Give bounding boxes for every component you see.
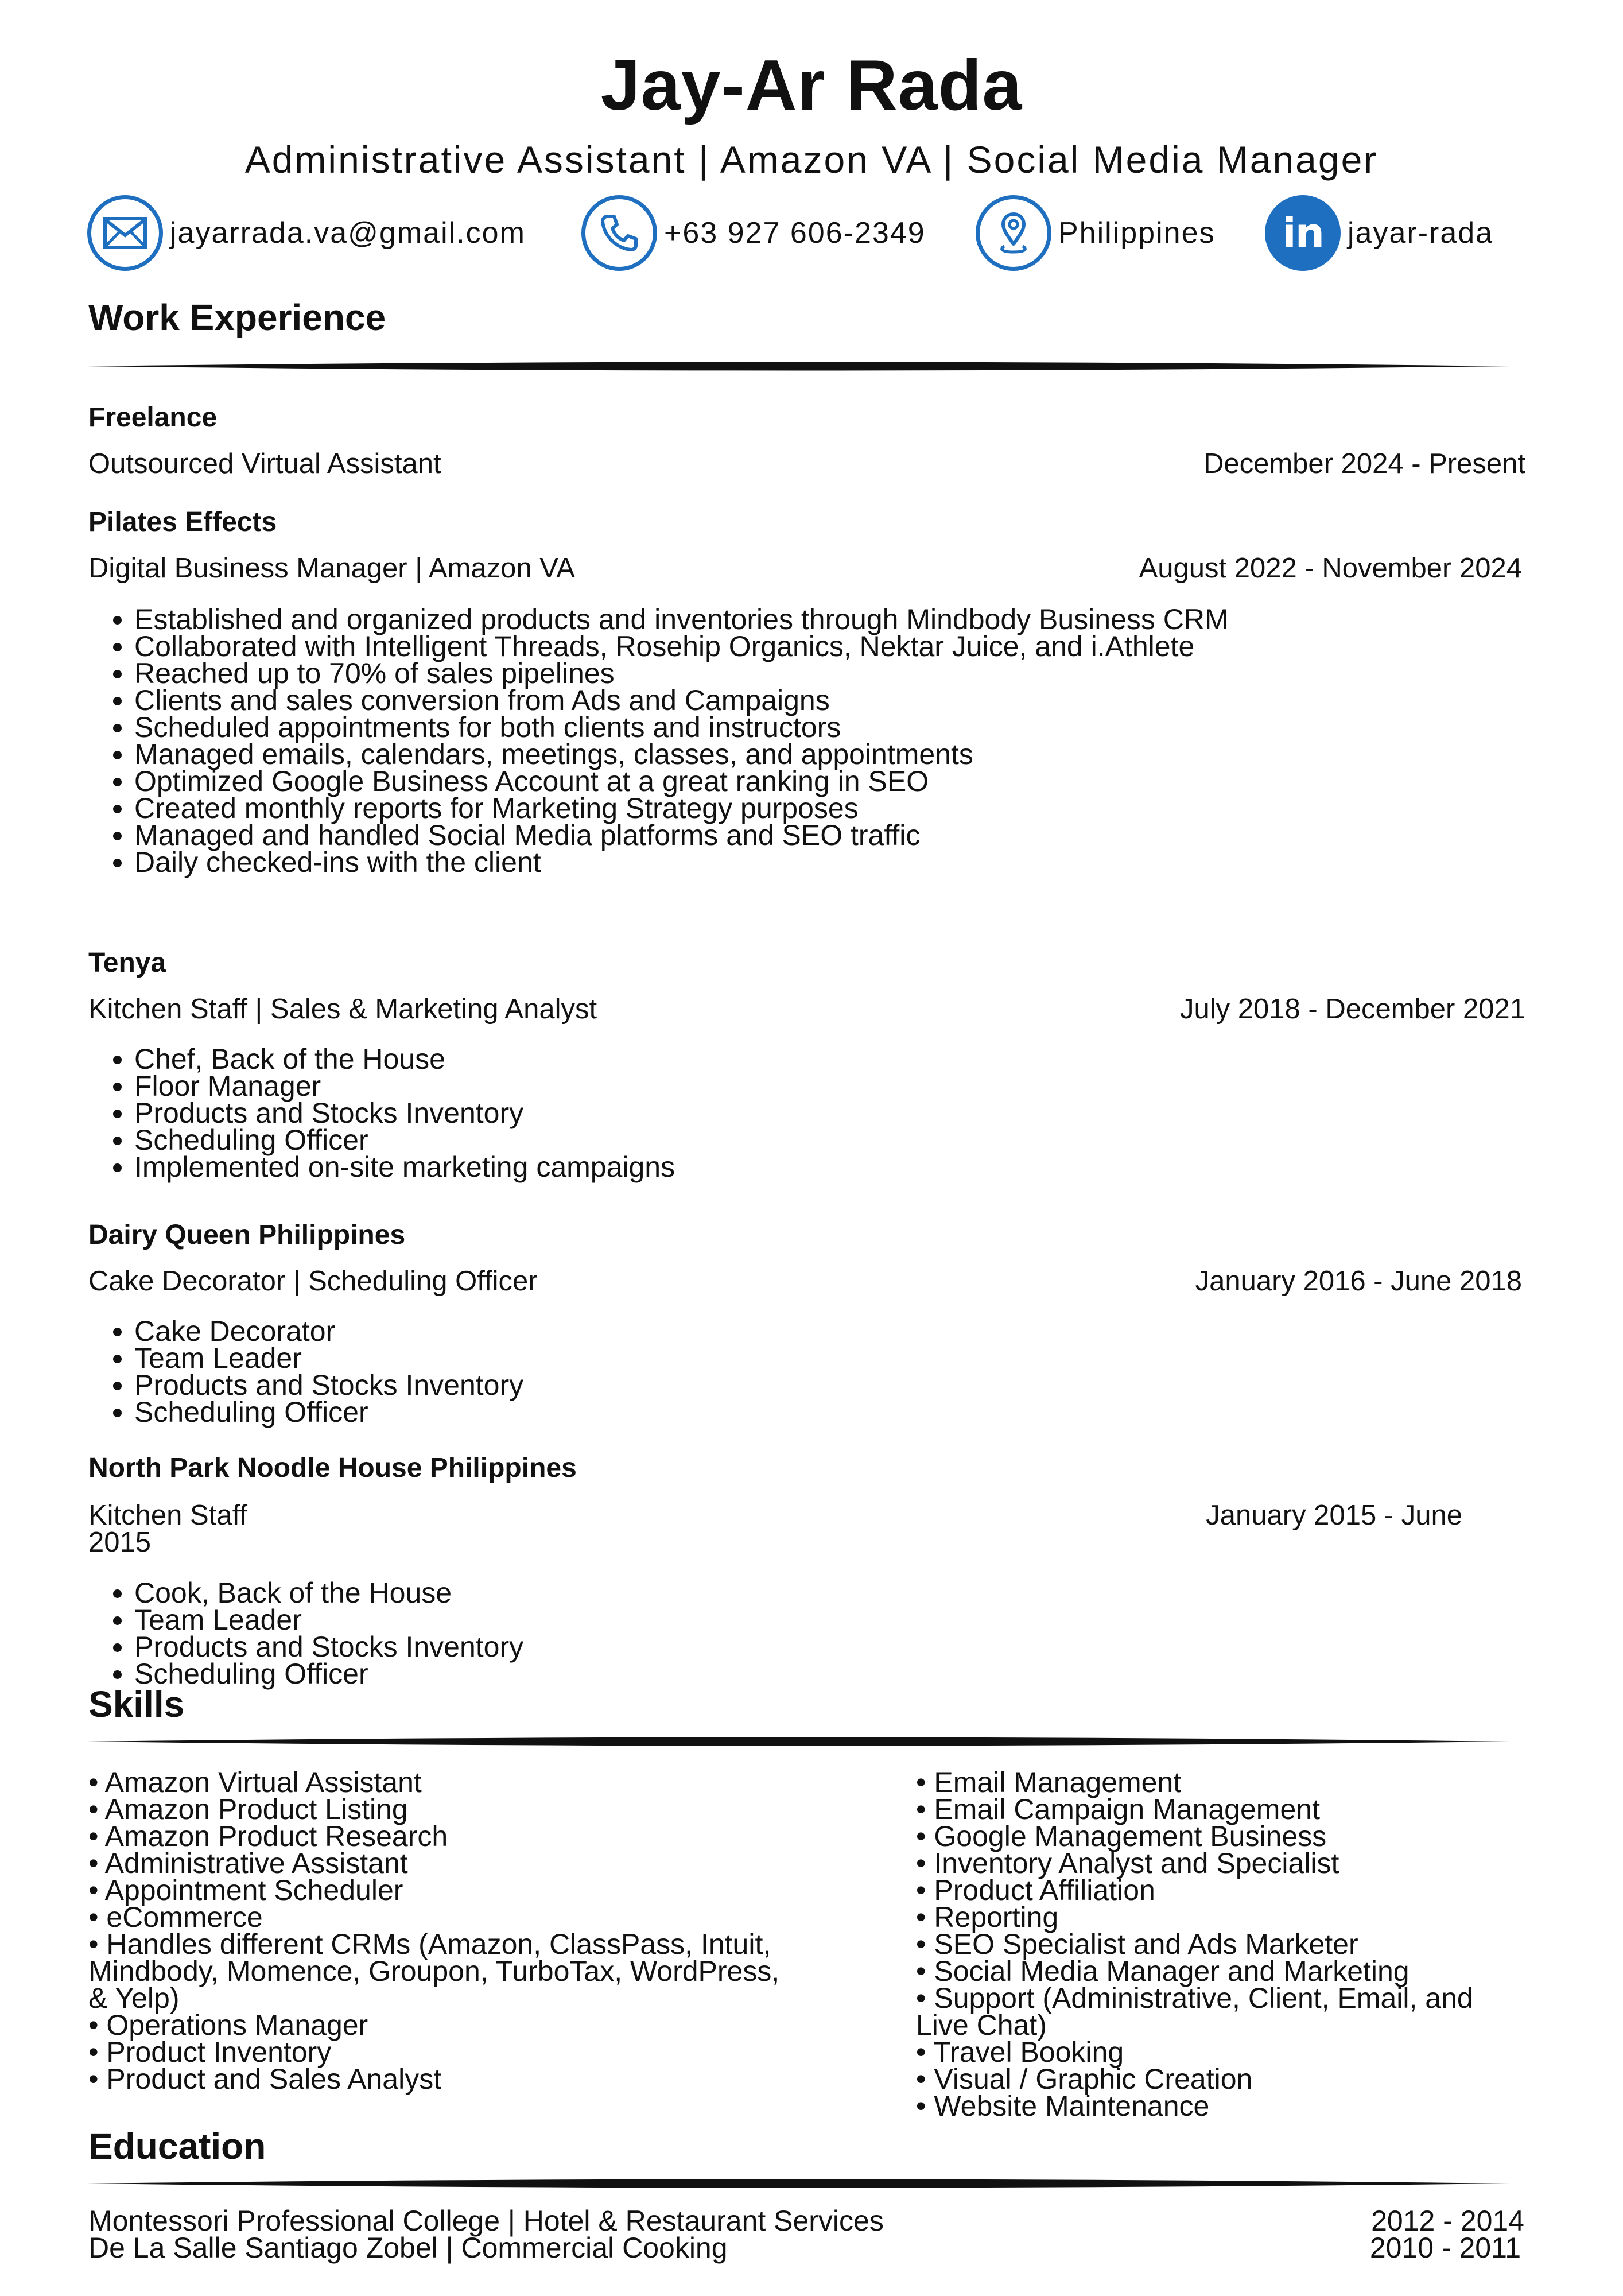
contact-email xyxy=(87,193,526,273)
list-item: • Created monthly reports for Marketing Strategy purposes xyxy=(134,795,1229,822)
job-date: January 2015 - June xyxy=(1206,1500,1462,1531)
education-years: 2010 - 2011 xyxy=(1369,2232,1521,2264)
list-item: • Established and organized products and inventories through Mindbody Business CRM xyxy=(134,606,1229,633)
skills-left-column xyxy=(88,1766,780,2095)
resume-subtitle: Administrative Assistant | Amazon VA | Social Media Manager xyxy=(244,138,1379,181)
list-item: • Travel Booking xyxy=(916,2036,1124,2068)
list-item: • Operations Manager xyxy=(88,2009,368,2041)
job-bullets xyxy=(88,1577,524,1690)
resume-name: Jay-Ar Rada xyxy=(600,46,1023,125)
list-item: • Team Leader xyxy=(134,1345,523,1372)
list-item: • Scheduled appointments for both clients and instructors xyxy=(134,714,1229,741)
list-item: • Products and Stocks Inventory xyxy=(134,1634,523,1661)
contact-email-text[interactable]: jayarrada.va@gmail.com xyxy=(170,216,526,250)
list-item: • Administrative Assistant xyxy=(88,1847,408,1879)
contact-linkedin-text[interactable]: jayar-rada xyxy=(1348,216,1494,250)
job-role: Outsourced Virtual Assistant xyxy=(88,448,441,479)
contact-linkedin xyxy=(1265,193,1493,273)
section-title-skills: Skills xyxy=(88,1684,185,1725)
contact-phone xyxy=(581,193,926,273)
list-item: • Cake Decorator xyxy=(134,1318,523,1345)
list-item: • SEO Specialist and Ads Marketer xyxy=(916,1928,1358,1960)
list-item: • Cook, Back of the House xyxy=(134,1580,523,1607)
list-item: • Reporting xyxy=(916,1901,1059,1933)
contact-phone-text[interactable]: +63 927 606-2349 xyxy=(664,216,926,250)
list-item: • Clients and sales conversion from Ads and Campaigns xyxy=(134,687,1229,714)
list-item: • Social Media Manager and Marketing xyxy=(916,1955,1410,1987)
education-years: 2012 - 2014 xyxy=(1371,2205,1524,2237)
list-item: • Product Inventory xyxy=(88,2036,332,2068)
job-role: Digital Business Manager | Amazon VA xyxy=(88,553,575,584)
list-item: • Products and Stocks Inventory xyxy=(134,1100,675,1127)
list-item: • Google Management Business xyxy=(916,1820,1327,1852)
section-divider xyxy=(86,2172,1509,2195)
contact-location-text: Philippines xyxy=(1058,216,1216,250)
list-item: • Email Management xyxy=(916,1766,1182,1798)
list-item: • Managed emails, calendars, meetings, classes, and appointments xyxy=(134,741,1229,768)
education-school: De La Salle Santiago Zobel | Commercial Cooking xyxy=(88,2232,728,2264)
section-divider xyxy=(86,355,1509,378)
list-item: • Visual / Graphic Creation xyxy=(916,2063,1253,2095)
job-company: Tenya xyxy=(88,948,166,978)
job-role: Kitchen Staff xyxy=(88,1500,247,1531)
list-item: • Amazon Product Listing xyxy=(88,1793,408,1825)
section-title-work: Work Experience xyxy=(88,297,386,338)
list-item: • Optimized Google Business Account at a great ranking in SEO xyxy=(134,768,1229,795)
list-item: • Product and Sales Analyst xyxy=(88,2063,442,2095)
job-company: North Park Noodle House Philippines xyxy=(88,1453,577,1483)
job-date: January 2016 - June 2018 xyxy=(1195,1266,1522,1297)
job-company: Dairy Queen Philippines xyxy=(88,1220,406,1250)
section-divider xyxy=(86,1730,1509,1753)
list-item: • Daily checked-ins with the client xyxy=(134,849,1229,876)
list-item: • Scheduling Officer xyxy=(134,1399,523,1426)
section-title-education: Education xyxy=(88,2126,266,2167)
location-pin-icon xyxy=(976,195,1051,271)
list-item: • Scheduling Officer xyxy=(134,1127,675,1154)
envelope-icon xyxy=(87,195,163,271)
list-item: • Email Campaign Management xyxy=(916,1793,1320,1825)
list-item: • Support (Administrative, Client, Email, and xyxy=(916,1982,1473,2014)
linkedin-icon: in xyxy=(1265,195,1341,271)
education-school: Montessori Professional College | Hotel & Restaurant Services xyxy=(88,2205,884,2237)
list-item: • Amazon Virtual Assistant xyxy=(88,1766,422,1798)
job-date-wrap: 2015 xyxy=(88,1527,152,1558)
list-item: • Chef, Back of the House xyxy=(134,1046,675,1073)
job-bullets xyxy=(88,1043,675,1183)
phone-icon xyxy=(581,195,657,271)
job-date: December 2024 - Present xyxy=(1203,448,1525,479)
list-item: • eCommerce xyxy=(88,1901,263,1933)
job-role: Kitchen Staff | Sales & Marketing Analyst xyxy=(88,994,597,1025)
job-bullets xyxy=(88,603,1229,878)
list-item: • Scheduling Officer xyxy=(134,1661,523,1688)
job-date: July 2018 - December 2021 xyxy=(1180,994,1525,1025)
list-item: • Reached up to 70% of sales pipelines xyxy=(134,660,1229,687)
list-item: • Collaborated with Intelligent Threads, Rosehip Organics, Nektar Juice, and i.Athlete xyxy=(134,633,1229,660)
list-item: & Yelp) xyxy=(88,1982,180,2014)
job-company: Freelance xyxy=(88,402,218,433)
list-item: Live Chat) xyxy=(916,2009,1047,2041)
list-item: • Team Leader xyxy=(134,1607,523,1634)
job-date: August 2022 - November 2024 xyxy=(1139,553,1522,584)
job-company: Pilates Effects xyxy=(88,507,277,537)
contact-location xyxy=(976,193,1216,273)
list-item: Mindbody, Momence, Groupon, TurboTax, WordPress, xyxy=(88,1955,780,1987)
list-item: • Handles different CRMs (Amazon, ClassPass, Intuit, xyxy=(88,1928,771,1960)
list-item: • Implemented on-site marketing campaigns xyxy=(134,1154,675,1181)
skills-right-column xyxy=(916,1766,1473,2122)
list-item: • Managed and handled Social Media platforms and SEO traffic xyxy=(134,822,1229,849)
list-item: • Products and Stocks Inventory xyxy=(134,1372,523,1399)
job-bullets xyxy=(88,1315,524,1428)
list-item: • Floor Manager xyxy=(134,1073,675,1100)
list-item: • Appointment Scheduler xyxy=(88,1874,403,1906)
list-item: • Amazon Product Research xyxy=(88,1820,448,1852)
list-item: • Inventory Analyst and Specialist xyxy=(916,1847,1339,1879)
list-item: • Website Maintenance xyxy=(916,2090,1210,2122)
job-role: Cake Decorator | Scheduling Officer xyxy=(88,1266,538,1297)
list-item: • Product Affiliation xyxy=(916,1874,1155,1906)
